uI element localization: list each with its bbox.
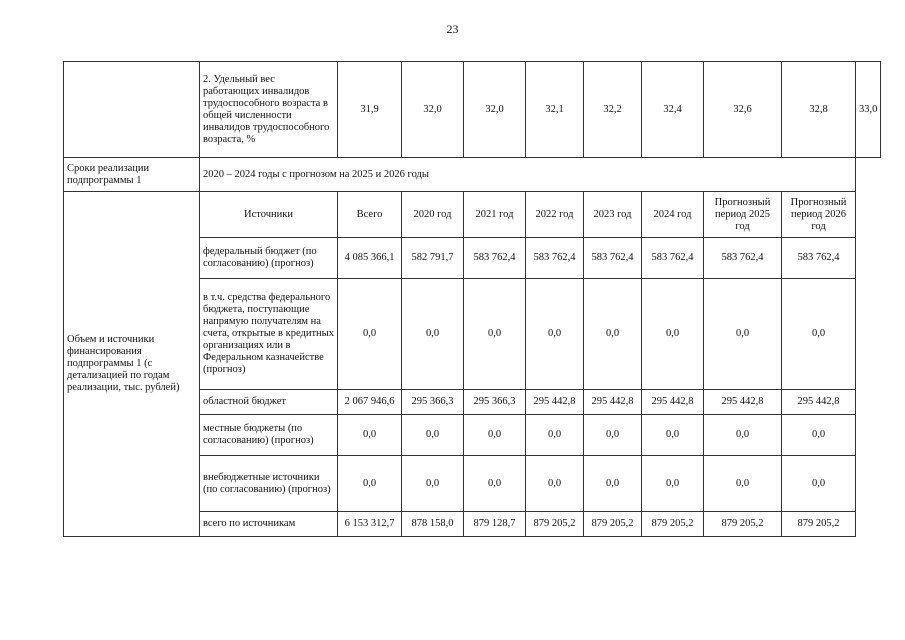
financing-header: 2021 год	[464, 192, 526, 238]
financing-header: Источники	[200, 192, 338, 238]
financing-cell: 0,0	[642, 279, 704, 390]
financing-cell: 583 762,4	[464, 238, 526, 279]
indicator-value: 32,8	[782, 62, 856, 158]
financing-cell: 583 762,4	[642, 238, 704, 279]
financing-label: Объем и источники финансирования подпрограммы 1 (с детализацией по годам реализации, тыс. рублей)	[64, 192, 200, 537]
indicator-value: 32,2	[584, 62, 642, 158]
financing-source: всего по источникам	[200, 512, 338, 537]
financing-cell: 0,0	[584, 456, 642, 512]
financing-cell: 583 762,4	[526, 238, 584, 279]
subprogram-passport-table	[63, 61, 881, 537]
financing-cell: 879 128,7	[464, 512, 526, 537]
financing-cell: 0,0	[338, 456, 402, 512]
financing-cell: 0,0	[642, 415, 704, 456]
financing-cell: 879 205,2	[642, 512, 704, 537]
financing-cell: 4 085 366,1	[338, 238, 402, 279]
terms-value: 2020 – 2024 годы с прогнозом на 2025 и 2026 годы	[200, 158, 856, 192]
financing-source: внебюджетные источники (по согласованию) (прогноз)	[200, 456, 338, 512]
financing-cell: 0,0	[526, 456, 584, 512]
financing-cell: 0,0	[464, 415, 526, 456]
financing-cell: 0,0	[704, 456, 782, 512]
financing-cell: 295 442,8	[782, 390, 856, 415]
financing-cell: 295 442,8	[584, 390, 642, 415]
financing-cell: 583 762,4	[782, 238, 856, 279]
financing-cell: 0,0	[338, 415, 402, 456]
financing-header: 2022 год	[526, 192, 584, 238]
financing-cell: 0,0	[464, 456, 526, 512]
financing-source: федеральный бюджет (по согласованию) (прогноз)	[200, 238, 338, 279]
financing-cell: 879 205,2	[704, 512, 782, 537]
indicator-value: 32,0	[402, 62, 464, 158]
financing-cell: 6 153 312,7	[338, 512, 402, 537]
page-number: 23	[446, 22, 459, 36]
financing-cell: 295 366,3	[402, 390, 464, 415]
financing-cell: 0,0	[782, 279, 856, 390]
financing-source: в т.ч. средства федерального бюджета, поступающие напрямую получателям на счета, открытые в кредитных организациях или в Федеральном казначействе (прогноз)	[200, 279, 338, 390]
indicator-value: 32,6	[704, 62, 782, 158]
financing-cell: 583 762,4	[584, 238, 642, 279]
terms-row	[64, 158, 881, 192]
financing-cell: 0,0	[782, 415, 856, 456]
financing-source: местные бюджеты (по согласованию) (прогноз)	[200, 415, 338, 456]
indicator-row	[64, 62, 881, 158]
financing-cell: 0,0	[584, 279, 642, 390]
indicator-label: 2. Удельный вес работающих инвалидов трудоспособного возраста в общей численности инвалидов трудоспособного возраста, %	[200, 62, 338, 158]
financing-header-row	[64, 192, 881, 238]
financing-cell: 0,0	[704, 415, 782, 456]
financing-cell: 879 205,2	[526, 512, 584, 537]
financing-cell: 0,0	[402, 279, 464, 390]
financing-cell: 0,0	[782, 456, 856, 512]
financing-cell: 0,0	[526, 279, 584, 390]
indicator-value: 32,0	[464, 62, 526, 158]
financing-header: 2024 год	[642, 192, 704, 238]
financing-source: областной бюджет	[200, 390, 338, 415]
financing-cell: 0,0	[338, 279, 402, 390]
indicator-value: 32,4	[642, 62, 704, 158]
financing-header: 2020 год	[402, 192, 464, 238]
financing-cell: 582 791,7	[402, 238, 464, 279]
indicator-value: 31,9	[338, 62, 402, 158]
financing-header: Прогнозный период 2026 год	[782, 192, 856, 238]
financing-cell: 879 205,2	[782, 512, 856, 537]
financing-cell: 295 442,8	[526, 390, 584, 415]
financing-cell: 878 158,0	[402, 512, 464, 537]
financing-cell: 0,0	[402, 415, 464, 456]
financing-header: Всего	[338, 192, 402, 238]
terms-label: Сроки реализации подпрограммы 1	[64, 158, 200, 192]
financing-cell: 295 442,8	[642, 390, 704, 415]
financing-cell: 879 205,2	[584, 512, 642, 537]
financing-cell: 0,0	[526, 415, 584, 456]
financing-cell: 0,0	[704, 279, 782, 390]
financing-cell: 0,0	[642, 456, 704, 512]
financing-cell: 583 762,4	[704, 238, 782, 279]
indicator-value: 32,1	[526, 62, 584, 158]
indicator-empty-cell	[64, 62, 200, 158]
financing-cell: 295 366,3	[464, 390, 526, 415]
financing-header: Прогнозный период 2025 год	[704, 192, 782, 238]
financing-header: 2023 год	[584, 192, 642, 238]
financing-cell: 0,0	[402, 456, 464, 512]
financing-cell: 0,0	[584, 415, 642, 456]
indicator-value: 33,0	[856, 62, 881, 158]
financing-cell: 295 442,8	[704, 390, 782, 415]
financing-cell: 2 067 946,6	[338, 390, 402, 415]
financing-cell: 0,0	[464, 279, 526, 390]
